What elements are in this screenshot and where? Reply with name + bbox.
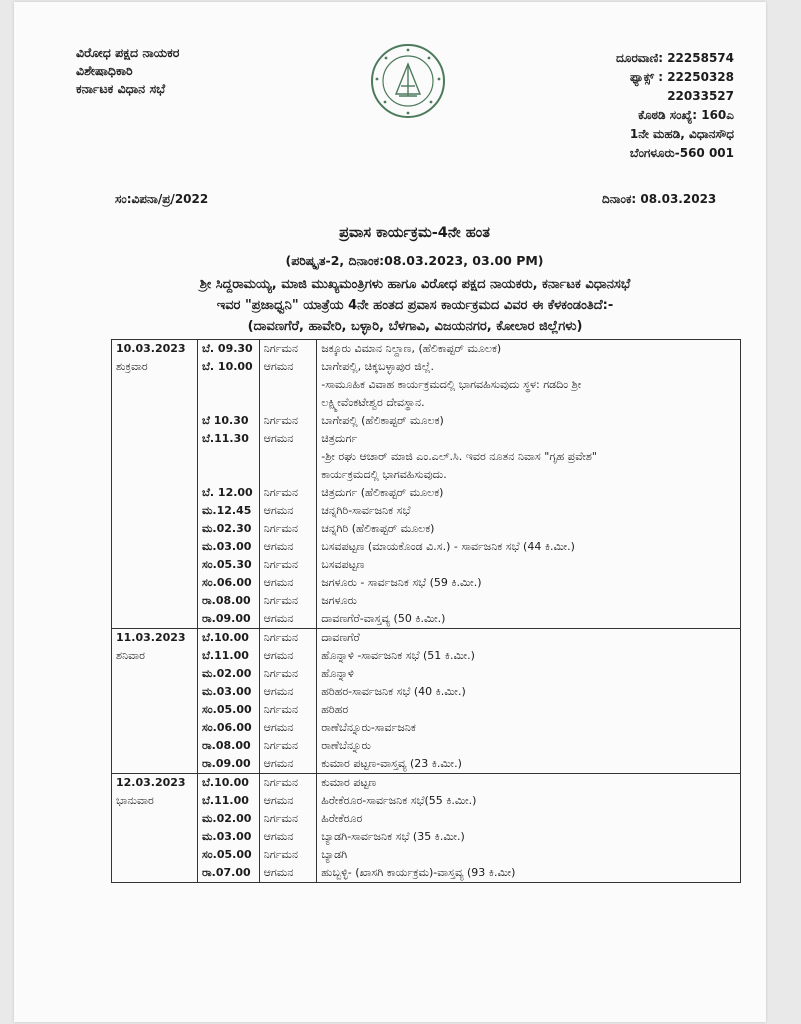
time-cell: ಮ.03.00 <box>197 828 259 846</box>
activity-cell: ಆಗಮನ <box>259 502 317 520</box>
time-cell: ಬೆ.11.30 <box>197 430 259 448</box>
contact-line: 22033527 <box>667 89 734 103</box>
table-row <box>112 430 741 448</box>
activity-cell: ನಿರ್ಗಮನ <box>259 810 317 828</box>
activity-cell: ಆಗಮನ <box>259 755 317 774</box>
time-cell: ರಾ.08.00 <box>197 737 259 755</box>
activity-cell: ಆಗಮನ <box>259 828 317 846</box>
table-row <box>112 629 741 648</box>
place-cell: ಚನ್ನಗಿರಿ-ಸಾರ್ವಜನಿಕ ಸಭೆ <box>317 502 741 520</box>
table-row <box>112 792 741 810</box>
table-row <box>112 647 741 665</box>
table-row <box>112 592 741 610</box>
time-cell: ಬೆ 10.30 <box>197 412 259 430</box>
table-row <box>112 828 741 846</box>
office-header <box>76 44 179 98</box>
time-cell: ಮ.12.45 <box>197 502 259 520</box>
activity-cell: ನಿರ್ಗಮನ <box>259 556 317 574</box>
day-cell <box>112 846 198 864</box>
office-line: ವಿರೋಧ ಪಕ್ಷದ ನಾಯಕರ <box>76 45 180 60</box>
table-row <box>112 412 741 430</box>
place-cell: ಜಗಳೂರು - ಸಾರ್ವಜನಿಕ ಸಭೆ (59 ಕಿ.ಮೀ.) <box>317 574 741 592</box>
activity-cell: ನಿರ್ಗಮನ <box>259 737 317 755</box>
time-cell: ಬೆ.11.00 <box>197 647 259 665</box>
time-cell: ಸಂ.06.00 <box>197 574 259 592</box>
day-cell <box>112 719 198 737</box>
day-name: ಶನಿವಾರ <box>112 647 198 665</box>
day-cell <box>112 502 198 520</box>
time-cell: ಸಂ.05.00 <box>197 846 259 864</box>
day-cell <box>112 538 198 556</box>
time-cell: ಮ.02.00 <box>197 665 259 683</box>
place-cell: ಜಗಳೂರು <box>317 592 741 610</box>
place-cell: ಚನ್ನಗಿರಿ (ಹೆಲಿಕಾಪ್ಟರ್ ಮೂಲಕ) <box>317 520 741 538</box>
place-cell: -ಶ್ರೀ ರಘು ಆಚಾರ್ ಮಾಜಿ ಎಂ.ಎಲ್.ಸಿ. ಇವರ ನೂತನ ನಿವಾಸ "ಗೃಹ ಪ್ರವೇಶ" <box>317 448 741 466</box>
day-date: 12.03.2023 <box>112 774 198 793</box>
day-cell <box>112 828 198 846</box>
day-cell <box>112 574 198 592</box>
table-row <box>112 574 741 592</box>
activity-cell: ನಿರ್ಗಮನ <box>259 520 317 538</box>
place-cell: ಬಾಗೇಪಲ್ಲಿ, ಚಿಕ್ಕಬಳ್ಳಾಪುರ ಜಿಲ್ಲೆ. <box>317 358 741 376</box>
day-cell <box>112 810 198 828</box>
table-row <box>112 737 741 755</box>
table-row <box>112 719 741 737</box>
activity-cell: ನಿರ್ಗಮನ <box>259 592 317 610</box>
place-cell: ಬಾಗೇಪಲ್ಲಿ (ಹೆಲಿಕಾಪ್ಟರ್ ಮೂಲಕ) <box>317 412 741 430</box>
day-cell <box>112 412 198 430</box>
contact-line: 1ನೇ ಮಹಡಿ, ವಿಧಾನಸೌಧ <box>629 127 734 141</box>
place-cell: ಹೊನ್ನಾಳಿ <box>317 665 741 683</box>
time-cell: ಮ.03.00 <box>197 683 259 701</box>
day-cell <box>112 448 198 466</box>
place-cell: ಬಸವಪಟ್ಟಣ <box>317 556 741 574</box>
time-cell: ರಾ.09.00 <box>197 610 259 629</box>
time-cell: ಬೆ.11.00 <box>197 792 259 810</box>
place-cell: ಹೊನ್ನಾಳಿ -ಸಾರ್ವಜನಿಕ ಸಭೆ (51 ಕಿ.ಮೀ.) <box>317 647 741 665</box>
table-row <box>112 484 741 502</box>
day-cell <box>112 755 198 774</box>
table-row <box>112 556 741 574</box>
place-cell: ಕುಮಾರ ಪಟ್ಟಣ-ವಾಸ್ತವ್ಯ (23 ಕಿ.ಮೀ.) <box>317 755 741 774</box>
table-row <box>112 755 741 774</box>
day-cell <box>112 665 198 683</box>
activity-cell: ನಿರ್ಗಮನ <box>259 846 317 864</box>
place-cell: -ಸಾಮೂಹಿಕ ವಿವಾಹ ಕಾರ್ಯಕ್ರಮದಲ್ಲಿ ಭಾಗವಹಿಸುವುದು ಸ್ಥಳ: ಗಡದಿಂ ಶ್ರೀ <box>317 376 741 394</box>
time-cell: ರಾ.09.00 <box>197 755 259 774</box>
time-cell: ಮ.02.30 <box>197 520 259 538</box>
contact-line: ಬೆಂಗಳೂರು-560 001 <box>629 146 734 160</box>
place-cell: ಹಿರೇಕೆರೂರ <box>317 810 741 828</box>
table-row <box>112 394 741 412</box>
reference-number: ಸಂ:ವಿಪನಾ/ಪ್ರ/2022 <box>115 192 209 206</box>
place-cell: ದಾವಣಗೆರೆ <box>317 629 741 648</box>
activity-cell <box>259 466 317 484</box>
activity-cell: ಆಗಮನ <box>259 647 317 665</box>
activity-cell: ಆಗಮನ <box>259 430 317 448</box>
time-cell: ಮ.03.00 <box>197 538 259 556</box>
intro-paragraph <box>90 274 740 337</box>
document-page <box>14 2 766 1022</box>
activity-cell: ಆಗಮನ <box>259 683 317 701</box>
day-cell <box>112 520 198 538</box>
table-row <box>112 502 741 520</box>
place-cell: ಕಾರ್ಯಕ್ರಮದಲ್ಲಿ ಭಾಗವಹಿಸುವುದು. <box>317 466 741 484</box>
time-cell: ಬೆ. 10.00 <box>197 358 259 376</box>
table-row <box>112 701 741 719</box>
table-row <box>112 538 741 556</box>
time-cell: ಸಂ.05.30 <box>197 556 259 574</box>
day-cell <box>112 610 198 629</box>
activity-cell: ಆಗಮನ <box>259 719 317 737</box>
place-cell: ಜಕ್ಕೂರು ವಿಮಾನ ನಿಲ್ದಾಣ, (ಹೆಲಿಕಾಪ್ಟರ್ ಮೂಲಕ) <box>317 340 741 359</box>
time-cell <box>197 466 259 484</box>
intro-line: ಶ್ರೀ ಸಿದ್ದರಾಮಯ್ಯ, ಮಾಜಿ ಮುಖ್ಯಮಂತ್ರಿಗಳು ಹಾಗೂ ವಿರೋಧ ಪಕ್ಷದ ನಾಯಕರು, ಕರ್ನಾಟಕ ವಿಧಾನಸಭೆ <box>199 277 631 292</box>
place-cell: ಹಿರೇಕೆರೂರ-ಸಾರ್ವಜನಿಕ ಸಭೆ(55 ಕಿ.ಮೀ.) <box>317 792 741 810</box>
time-cell: ಮ.02.00 <box>197 810 259 828</box>
day-cell <box>112 864 198 883</box>
contact-line: ಫ್ಯಾಕ್ಸ್ : 22250328 <box>630 70 734 84</box>
place-cell: ಹರಿಹರ <box>317 701 741 719</box>
place-cell: ಲಕ್ಷ್ಮೀವೆಂಕಟೇಶ್ವರ ದೇವಸ್ಥಾನ. <box>317 394 741 412</box>
table-row <box>112 864 741 883</box>
table-row <box>112 610 741 629</box>
time-cell: ಬೆ. 09.30 <box>197 340 259 359</box>
day-cell <box>112 592 198 610</box>
activity-cell <box>259 376 317 394</box>
place-cell: ಬ್ಯಾಡಗಿ <box>317 846 741 864</box>
office-line: ಕರ್ನಾಟಕ ವಿಧಾನ ಸಭೆ <box>76 81 166 96</box>
time-cell <box>197 376 259 394</box>
activity-cell: ನಿರ್ಗಮನ <box>259 340 317 359</box>
activity-cell: ಆಗಮನ <box>259 792 317 810</box>
contact-line: ಕೊಠಡಿ ಸಂಖ್ಯೆ: 160ಎ <box>638 108 734 122</box>
day-name: ಶುಕ್ರವಾರ <box>112 358 198 376</box>
table-row <box>112 448 741 466</box>
place-cell: ಕುಮಾರ ಪಟ್ಟಣ <box>317 774 741 793</box>
day-cell <box>112 376 198 394</box>
time-cell: ಬೆ. 12.00 <box>197 484 259 502</box>
activity-cell: ಆಗಮನ <box>259 574 317 592</box>
schedule-table <box>111 339 741 883</box>
place-cell: ರಾಣೆಬೆನ್ನೂರು <box>317 737 741 755</box>
table-row <box>112 358 741 376</box>
day-cell <box>112 683 198 701</box>
place-cell: ಚಿತ್ರದುರ್ಗ (ಹೆಲಿಕಾಪ್ಟರ್ ಮೂಲಕ) <box>317 484 741 502</box>
place-cell: ದಾವಣಗೆರೆ-ವಾಸ್ತವ್ಯ (50 ಕಿ.ಮೀ.) <box>317 610 741 629</box>
activity-cell: ಆಗಮನ <box>259 358 317 376</box>
place-cell: ಹುಬ್ಬಳ್ಳಿ- (ಖಾಸಗಿ ಕಾರ್ಯಕ್ರಮ)-ವಾಸ್ತವ್ಯ (93 ಕಿ.ಮೀ) <box>317 864 741 883</box>
time-cell <box>197 394 259 412</box>
table-row <box>112 683 741 701</box>
karnataka-legislature-seal-icon <box>369 42 447 120</box>
activity-cell: ನಿರ್ಗಮನ <box>259 665 317 683</box>
place-cell: ಬ್ಯಾಡಗಿ-ಸಾರ್ವಜನಿಕ ಸಭೆ (35 ಕಿ.ಮೀ.) <box>317 828 741 846</box>
place-cell: ಬಸವಪಟ್ಟಣ (ಮಾಯಕೊಂಡ ವಿ.ಸ.) - ಸಾರ್ವಜನಿಕ ಸಭೆ (44 ಕಿ.ಮೀ.) <box>317 538 741 556</box>
intro-line: ಇವರ "ಪ್ರಜಾಧ್ವನಿ" ಯಾತ್ರೆಯ 4ನೇ ಹಂತದ ಪ್ರವಾಸ ಕಾರ್ಯಕ್ರಮದ ವಿವರ ಈ ಕೆಳಕಂಡಂತಿದೆ:- <box>216 298 614 313</box>
table-row <box>112 846 741 864</box>
document-date: ದಿನಾಂಕ: 08.03.2023 <box>602 192 717 206</box>
time-cell: ಸಂ.05.00 <box>197 701 259 719</box>
day-date: 11.03.2023 <box>112 629 198 648</box>
time-cell <box>197 448 259 466</box>
activity-cell: ನಿರ್ಗಮನ <box>259 629 317 648</box>
table-row <box>112 810 741 828</box>
day-cell <box>112 701 198 719</box>
document-title: ಪ್ರವಾಸ ಕಾರ್ಯಕ್ರಮ-4ನೇ ಹಂತ <box>339 225 490 241</box>
activity-cell: ಆಗಮನ <box>259 538 317 556</box>
table-row <box>112 466 741 484</box>
intro-line: (ದಾವಣಗೆರೆ, ಹಾವೇರಿ, ಬಳ್ಳಾರಿ, ಬೆಳಗಾವಿ, ವಿಜಯನಗರ, ಕೋಲಾರ ಜಿಲ್ಲೆಗಳು) <box>247 319 583 334</box>
activity-cell: ಆಗಮನ <box>259 610 317 629</box>
activity-cell: ನಿರ್ಗಮನ <box>259 774 317 793</box>
activity-cell: ನಿರ್ಗಮನ <box>259 412 317 430</box>
activity-cell <box>259 394 317 412</box>
table-row <box>112 340 741 359</box>
contact-header <box>599 49 734 163</box>
table-row <box>112 665 741 683</box>
contact-line: ದೂರವಾಣಿ: 22258574 <box>616 51 734 65</box>
time-cell: ಬೆ.10.00 <box>197 774 259 793</box>
table-row <box>112 376 741 394</box>
day-cell <box>112 737 198 755</box>
time-cell: ರಾ.08.00 <box>197 592 259 610</box>
day-cell <box>112 556 198 574</box>
time-cell: ರಾ.07.00 <box>197 864 259 883</box>
day-cell <box>112 394 198 412</box>
day-name: ಭಾನುವಾರ <box>112 792 198 810</box>
activity-cell: ಆಗಮನ <box>259 864 317 883</box>
day-date: 10.03.2023 <box>112 340 198 359</box>
place-cell: ಚಿತ್ರದುರ್ಗ <box>317 430 741 448</box>
table-row <box>112 520 741 538</box>
day-cell <box>112 484 198 502</box>
place-cell: ಹರಿಹರ-ಸಾರ್ವಜನಿಕ ಸಭೆ (40 ಕಿ.ಮೀ.) <box>317 683 741 701</box>
place-cell: ರಾಣೆಬೆನ್ನೂರು-ಸಾರ್ವಜನಿಕ <box>317 719 741 737</box>
revision-note: (ಪರಿಷ್ಕೃತ-2, ದಿನಾಂಕ:08.03.2023, 03.00 PM) <box>285 253 544 268</box>
day-cell <box>112 430 198 448</box>
day-cell <box>112 466 198 484</box>
time-cell: ಸಂ.06.00 <box>197 719 259 737</box>
activity-cell <box>259 448 317 466</box>
table-row <box>112 774 741 793</box>
time-cell: ಬೆ.10.00 <box>197 629 259 648</box>
activity-cell: ನಿರ್ಗಮನ <box>259 484 317 502</box>
activity-cell: ನಿರ್ಗಮನ <box>259 701 317 719</box>
office-line: ವಿಶೇಷಾಧಿಕಾರಿ <box>76 63 133 78</box>
